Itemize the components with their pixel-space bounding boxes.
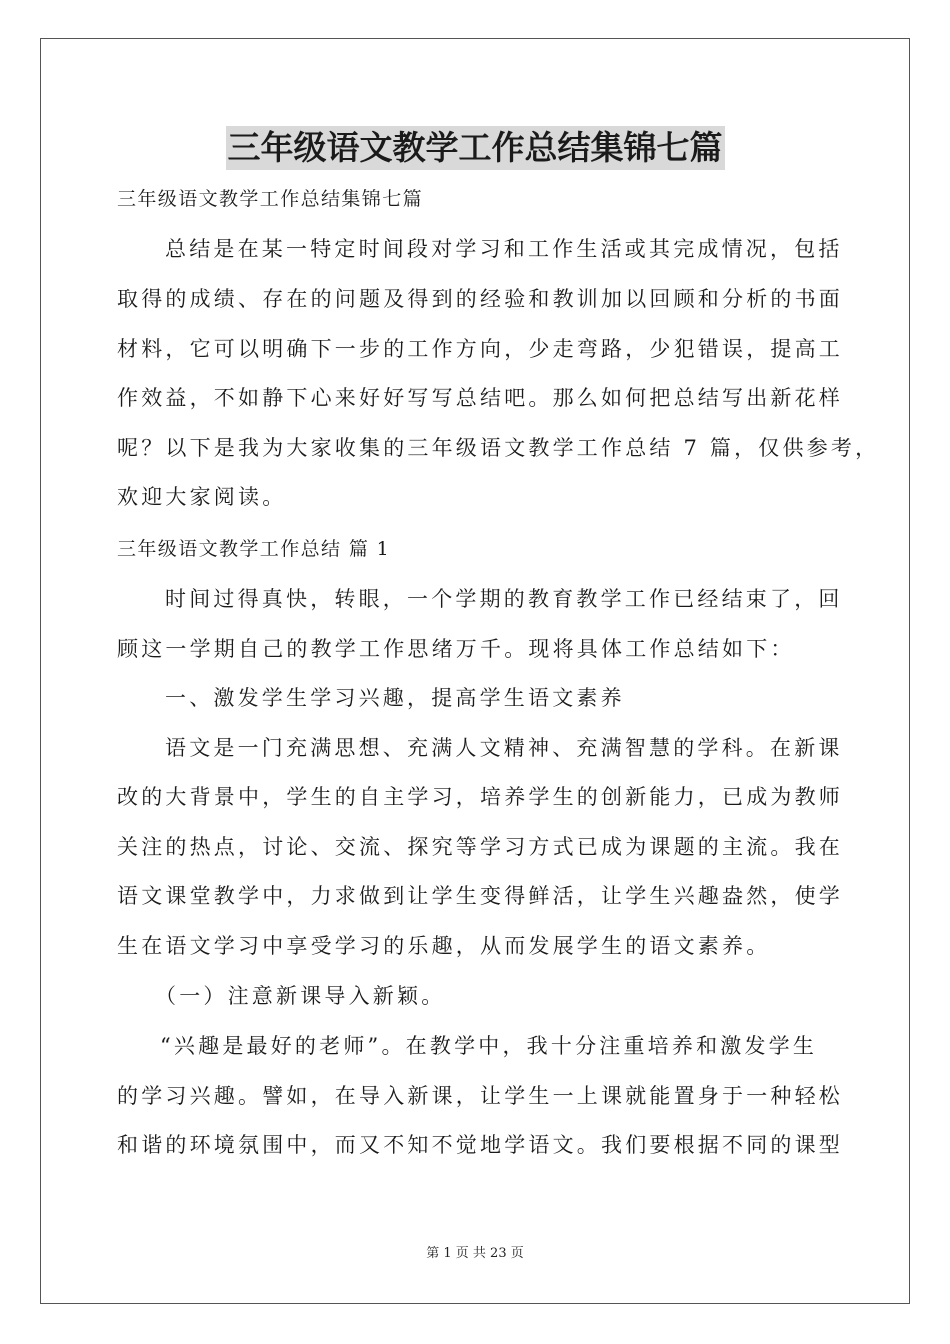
paragraph-line: 时间过得真快，转眼，一个学期的教育教学工作已经结束了，回 bbox=[165, 587, 843, 611]
paragraph-line: 呢？以下是我为大家收集的三年级语文教学工作总结 7 篇，仅供参考， bbox=[117, 436, 880, 460]
paragraph-line: 作效益，不如静下心来好好写写总结吧。那么如何把总结写出新花样 bbox=[117, 386, 843, 410]
paragraph-line: 总结是在某一特定时间段对学习和工作生活或其完成情况，包括 bbox=[165, 237, 843, 261]
subsection-heading: （一）注意新课导入新颖。 bbox=[155, 984, 446, 1008]
page-border bbox=[40, 38, 910, 1304]
page-footer: 第 1 页 共 23 页 bbox=[426, 1246, 524, 1261]
paragraph-line: 关注的热点，讨论、交流、探究等学习方式已成为课题的主流。我在 bbox=[117, 835, 843, 859]
title-container bbox=[0, 126, 950, 170]
paragraph-line: 语文是一门充满思想、充满人文精神、充满智慧的学科。在新课 bbox=[165, 736, 843, 760]
paragraph-line: 生在语文学习中享受学习的乐趣，从而发展学生的语文素养。 bbox=[117, 934, 771, 958]
paragraph-line: 材料，它可以明确下一步的工作方向，少走弯路，少犯错误，提高工 bbox=[117, 337, 843, 361]
paragraph-line: 取得的成绩、存在的问题及得到的经验和教训加以回顾和分析的书面 bbox=[117, 287, 843, 311]
paragraph-line: 语文课堂教学中，力求做到让学生变得鲜活，让学生兴趣盎然，使学 bbox=[117, 884, 843, 908]
subsection-heading: 一、激发学生学习兴趣，提高学生语文素养 bbox=[165, 686, 625, 710]
document-title: 三年级语文教学工作总结集锦七篇 bbox=[226, 126, 725, 170]
paragraph-line: “兴趣是最好的老师”。在教学中，我十分注重培养和激发学生 bbox=[160, 1034, 818, 1058]
section-heading: 三年级语文教学工作总结 篇 1 bbox=[117, 538, 391, 560]
paragraph-line: 的学习兴趣。譬如，在导入新课，让学生一上课就能置身于一种轻松 bbox=[117, 1084, 843, 1108]
document-subtitle: 三年级语文教学工作总结集锦七篇 bbox=[117, 188, 424, 210]
paragraph-line: 顾这一学期自己的教学工作思绪万千。现将具体工作总结如下： bbox=[117, 637, 795, 661]
paragraph-line: 改的大背景中，学生的自主学习，培养学生的创新能力，已成为教师 bbox=[117, 785, 843, 809]
paragraph-line: 欢迎大家阅读。 bbox=[117, 485, 287, 509]
paragraph-line: 和谐的环境氛围中，而又不知不觉地学语文。我们要根据不同的课型 bbox=[117, 1133, 843, 1157]
